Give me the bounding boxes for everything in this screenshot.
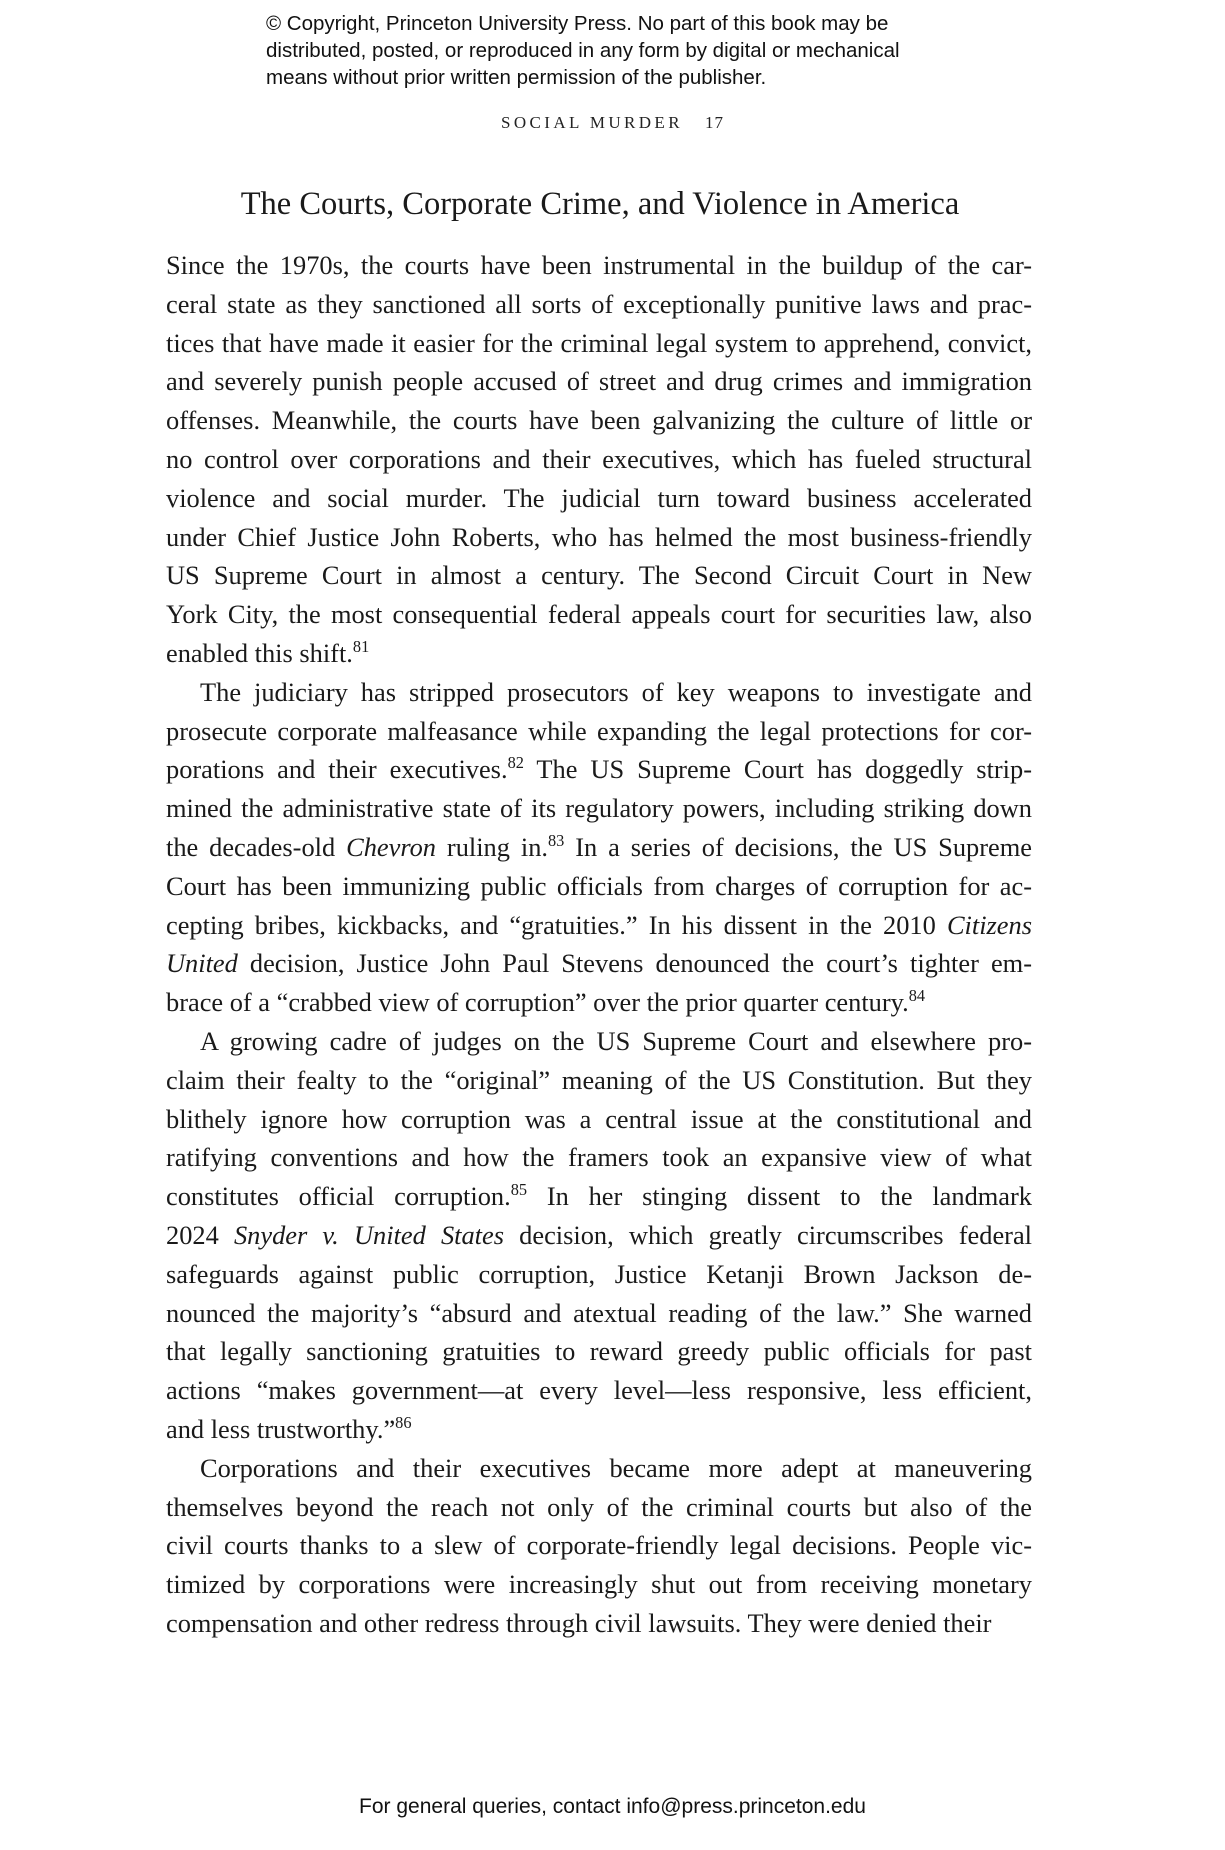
text-line: [166, 867, 1032, 906]
copyright-line: © Copyright, Princeton University Press. No part of this book may be: [266, 12, 889, 35]
line-text: the decades-old: [166, 831, 347, 862]
text-line: [166, 556, 1032, 595]
section-title: The Courts, Corporate Crime, and Violence in America: [240, 186, 960, 222]
text-line: [166, 479, 1032, 518]
text-line: [166, 1022, 1032, 1061]
footnote-ref: 86: [395, 1412, 412, 1432]
line-text: safeguards against public corruption, Justice Ketanji Brown Jackson de-: [166, 1258, 1032, 1289]
page-number: 17: [704, 113, 724, 132]
text-line: [166, 1488, 1032, 1527]
line-text: under Chief Justice John Roberts, who has helmed the most business-friendly: [166, 521, 1032, 552]
line-text: US Supreme Court in almost a century. The Second Circuit Court in New: [166, 560, 1032, 591]
text-line: [166, 1100, 1032, 1139]
text-line: [166, 246, 1032, 285]
running-head: [0, 113, 1225, 133]
line-text: actions “makes government—at every level—less responsive, less efficient,: [166, 1375, 1032, 1406]
footnote-ref: 81: [352, 636, 370, 656]
line-text: mined the administrative state of its regulatory powers, including striking down: [166, 793, 1032, 824]
text-line: [166, 1449, 1032, 1488]
running-head-title: SOCIAL MURDER: [501, 113, 683, 132]
text-line: [166, 1255, 1032, 1294]
text-line: [166, 983, 1032, 1022]
paragraph: [166, 246, 1032, 673]
line-text: compensation and other redress through civil lawsuits. They were denied their: [166, 1607, 992, 1638]
text-line: [166, 595, 1032, 634]
line-text: A growing cadre of judges on the US Supreme Court and elsewhere pro-: [200, 1025, 1032, 1056]
text-line: [166, 1371, 1032, 1410]
line-text: no control over corporations and their executives, which has fueled structural: [166, 443, 1032, 474]
text-line: [166, 518, 1032, 557]
line-text: timized by corporations were increasingly shut out from receiving monetary: [166, 1569, 1032, 1600]
text-line: [166, 1410, 1032, 1449]
line-text: York City, the most consequential federal appeals court for securities law, also: [166, 599, 1032, 630]
footnote-ref: 84: [908, 986, 926, 1005]
text-line: [166, 1061, 1032, 1100]
paragraph: [166, 673, 1032, 1022]
italic-text: United: [166, 948, 238, 979]
copyright-line: means without prior written permission of the publisher.: [266, 66, 767, 89]
line-text: porations and their executives.: [166, 754, 508, 785]
text-line: [166, 1526, 1032, 1565]
paragraph: [166, 1449, 1032, 1643]
line-text: The US Supreme Court has doggedly strip-: [523, 754, 1033, 785]
line-text: decision, Justice John Paul Stevens denounced the court’s tighter em-: [237, 948, 1032, 979]
line-text: In her stinging dissent to the landmark: [527, 1181, 1033, 1212]
line-text: enabled this shift.: [166, 637, 353, 668]
italic-text: Citizens: [946, 909, 1032, 940]
line-text: ruling in.: [436, 831, 548, 862]
italic-text: Chevron: [346, 831, 436, 862]
line-text: In a series of decisions, the US Supreme: [564, 831, 1032, 862]
line-text: brace of a “crabbed view of corruption” over the prior quarter century.: [166, 987, 909, 1018]
text-line: [166, 324, 1032, 363]
line-text: The judiciary has stripped prosecutors of key weapons to investigate and: [200, 676, 1032, 707]
line-text: decision, which greatly circumscribes federal: [504, 1219, 1032, 1250]
line-text: prosecute corporate malfeasance while expanding the legal protections for cor-: [166, 715, 1032, 746]
text-line: [166, 944, 1032, 983]
text-line: [166, 906, 1032, 945]
line-text: blithely ignore how corruption was a central issue at the constitutional and: [166, 1103, 1032, 1134]
line-text: tices that have made it easier for the criminal legal system to apprehend, convict,: [166, 327, 1032, 358]
text-line: [166, 440, 1032, 479]
text-line: [166, 1138, 1032, 1177]
footnote-ref: 83: [547, 830, 565, 850]
footnote-ref: 82: [507, 753, 524, 773]
line-text: ceral state as they sanctioned all sorts of exceptionally punitive laws and prac-: [166, 288, 1032, 319]
line-text: 2024: [166, 1219, 234, 1250]
text-line: [166, 362, 1032, 401]
text-line: [166, 285, 1032, 324]
copyright-line: distributed, posted, or reproduced in any form by digital or mechanical: [266, 39, 900, 62]
body-text: [166, 246, 1032, 1643]
line-text: Court has been immunizing public officials from charges of corruption for ac-: [166, 870, 1032, 901]
text-line: [166, 789, 1032, 828]
copyright-notice: [266, 10, 986, 91]
footnote-ref: 85: [510, 1179, 528, 1199]
text-line: [166, 1294, 1032, 1333]
text-line: [166, 1604, 1032, 1643]
text-line: [166, 1177, 1032, 1216]
text-line: [166, 673, 1032, 712]
line-text: nounced the majority’s “absurd and atextual reading of the law.” She warned: [166, 1297, 1032, 1328]
line-text: violence and social murder. The judicial turn toward business accelerated: [166, 482, 1032, 513]
text-line: [166, 1216, 1032, 1255]
line-text: and less trustworthy.”: [166, 1413, 396, 1444]
text-line: [166, 401, 1032, 440]
line-text: offenses. Meanwhile, the courts have been galvanizing the culture of little or: [166, 405, 1032, 436]
line-text: ratifying conventions and how the framers took an expansive view of what: [166, 1142, 1032, 1173]
text-line: [166, 634, 1032, 673]
text-line: [166, 1332, 1032, 1371]
italic-text: Snyder v. United States: [233, 1219, 504, 1250]
text-line: [166, 712, 1032, 751]
line-text: Corporations and their executives became more adept at maneuvering: [200, 1452, 1032, 1483]
text-line: [166, 828, 1032, 867]
line-text: constitutes official corruption.: [166, 1181, 511, 1212]
text-line: [166, 750, 1032, 789]
line-text: themselves beyond the reach not only of the criminal courts but also of the: [166, 1491, 1032, 1522]
footer-contact: For general queries, contact info@press.princeton.edu: [359, 1795, 866, 1818]
line-text: civil courts thanks to a slew of corporate-friendly legal decisions. People vic-: [166, 1530, 1032, 1561]
line-text: Since the 1970s, the courts have been instrumental in the buildup of the car-: [166, 250, 1032, 280]
line-text: and severely punish people accused of street and drug crimes and immigration: [166, 366, 1032, 397]
line-text: claim their fealty to the “original” meaning of the US Constitution. But they: [166, 1064, 1032, 1095]
text-line: [166, 1565, 1032, 1604]
line-text: cepting bribes, kickbacks, and “gratuities.” In his dissent in the 2010: [166, 909, 947, 940]
line-text: that legally sanctioning gratuities to reward greedy public officials for past: [166, 1336, 1032, 1367]
paragraph: [166, 1022, 1032, 1449]
